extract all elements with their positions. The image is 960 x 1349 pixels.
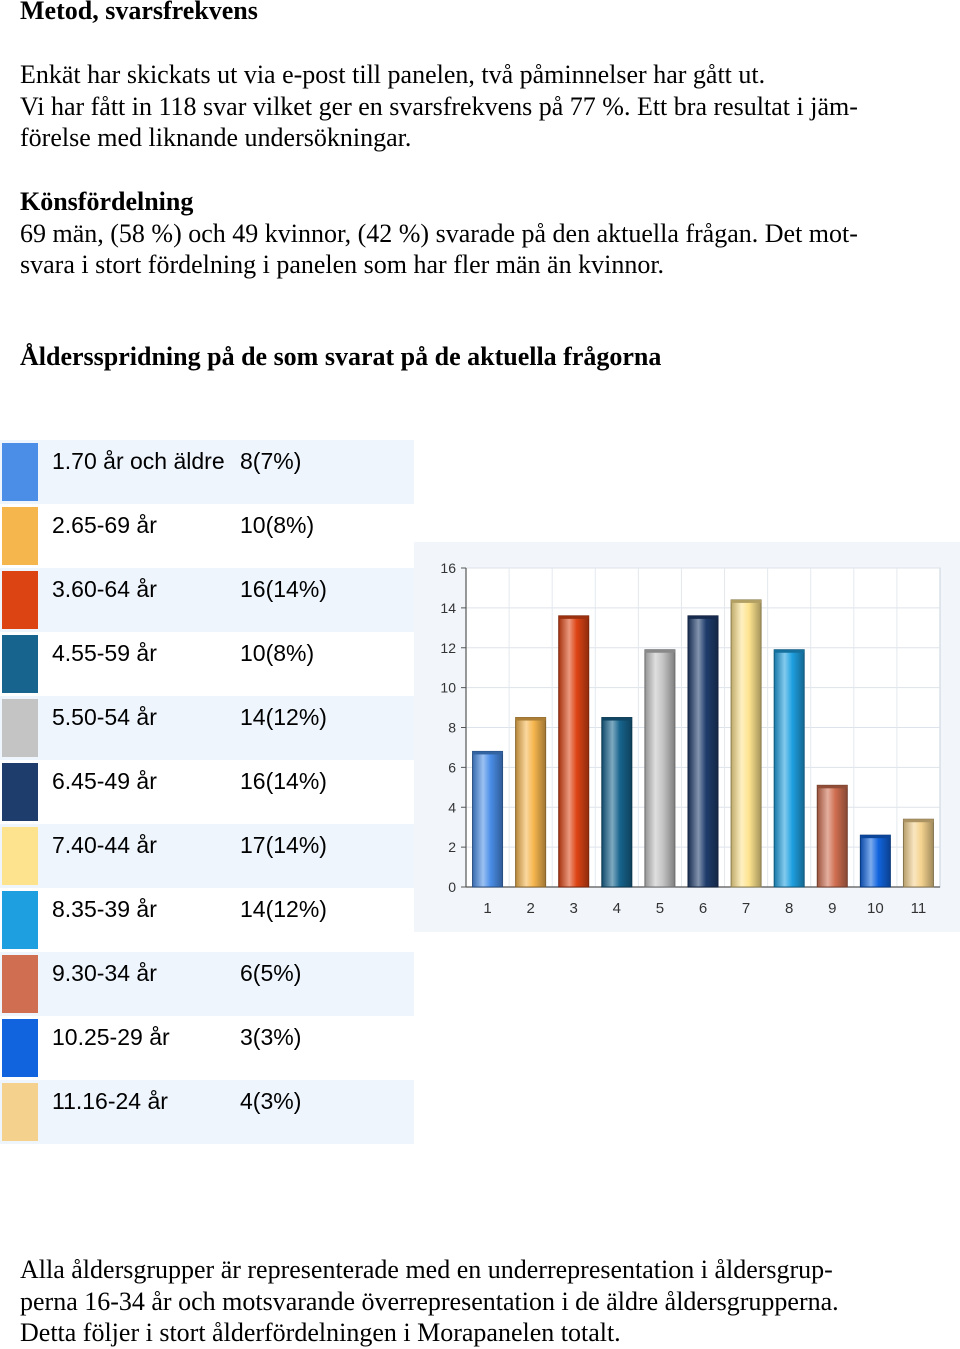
legend-value: 10(8%)	[240, 640, 315, 666]
legend-value: 17(14%)	[240, 832, 327, 858]
bar-cap	[645, 650, 675, 653]
bar-7	[731, 600, 761, 887]
legend-label: 3.60-64 år	[52, 576, 157, 602]
conclusion-line: perna 16-34 år och motsvarande överrepresentation i de äldre åldersgrupperna.	[20, 1286, 839, 1316]
legend-swatch	[2, 1083, 38, 1141]
x-tick-label: 9	[828, 900, 837, 917]
bar-cap	[559, 616, 589, 619]
legend-label: 10.25-29 år	[52, 1024, 170, 1050]
legend-swatch	[2, 763, 38, 821]
legend-swatch	[2, 699, 38, 757]
intro-line: förelse med liknande undersökningar.	[20, 123, 412, 153]
legend-swatch	[2, 571, 38, 629]
legend-swatch	[2, 507, 38, 565]
legend-label: 8.35-39 år	[52, 896, 157, 922]
intro-line: Vi har fått in 118 svar vilket ger en svarsfrekvens på 77 %. Ett bra resultat i jäm-	[20, 91, 858, 121]
bar-cap	[817, 785, 847, 788]
legend-value: 6(5%)	[240, 960, 302, 986]
bar-1	[473, 751, 503, 887]
conclusion-paragraph	[20, 1254, 839, 1349]
legend-row	[0, 568, 414, 632]
legend-row	[0, 504, 414, 568]
legend-swatch	[2, 891, 38, 949]
legend-swatch	[2, 635, 38, 693]
legend-value: 4(3%)	[240, 1088, 302, 1114]
y-tick-label: 12	[440, 639, 456, 656]
legend-row	[0, 824, 414, 888]
legend-label: 7.40-44 år	[52, 832, 157, 858]
legend-value: 16(14%)	[240, 576, 327, 602]
legend-label: 9.30-34 år	[52, 960, 157, 986]
y-tick-label: 4	[448, 799, 456, 816]
bar-cap	[602, 718, 632, 721]
legend-row	[0, 696, 414, 760]
legend-label: 2.65-69 år	[52, 512, 157, 538]
x-tick-label: 2	[526, 900, 535, 917]
x-tick-label: 10	[867, 900, 884, 917]
gender-line: svara i stort fördelning i panelen som har fler män än kvinnor.	[20, 250, 665, 280]
legend-row	[0, 952, 414, 1016]
age-section-title: Åldersspridning på de som svarat på de aktuella frågorna	[20, 342, 662, 371]
conclusion-line: Detta följer i stort ålderfördelningen i Morapanelen totalt.	[20, 1318, 621, 1348]
legend-swatch	[2, 827, 38, 885]
bar-cap	[731, 600, 761, 603]
legend-label: 11.16-24 år	[52, 1088, 168, 1114]
legend-value: 3(3%)	[240, 1024, 302, 1050]
x-tick-label: 5	[655, 900, 665, 917]
y-tick-label: 2	[448, 839, 456, 856]
legend-value: 14(12%)	[240, 704, 327, 730]
bar-9	[817, 785, 847, 887]
legend-row	[0, 888, 414, 952]
gender-paragraph	[20, 186, 858, 281]
bar-cap	[774, 650, 804, 653]
gender-line: 69 män, (58 %) och 49 kvinnor, (42 %) svarade på den aktuella frågan. Det mot-	[20, 218, 858, 248]
legend-swatch	[2, 443, 38, 501]
gender-heading: Könsfördelning	[20, 187, 194, 216]
x-tick-label: 4	[612, 900, 621, 917]
legend-row	[0, 1080, 414, 1144]
x-tick-label: 6	[698, 900, 708, 917]
page-heading: Metod, svarsfrekvens	[20, 0, 258, 25]
age-bar-chart	[414, 542, 960, 932]
bar-5	[645, 650, 675, 887]
y-tick-label: 8	[448, 719, 456, 736]
legend-swatch	[2, 955, 38, 1013]
legend-row	[0, 1016, 414, 1080]
bar-cap	[516, 718, 546, 721]
bar-cap	[903, 819, 933, 822]
x-tick-label: 8	[785, 900, 794, 917]
legend-value: 16(14%)	[240, 768, 327, 794]
y-tick-label: 0	[448, 879, 456, 895]
bar-cap	[473, 751, 503, 754]
bar-11	[903, 819, 933, 887]
legend-row	[0, 440, 414, 504]
y-tick-label: 14	[440, 599, 456, 616]
legend-row	[0, 760, 414, 824]
bar-6	[688, 616, 718, 887]
legend-label: 4.55-59 år	[52, 640, 157, 666]
x-tick-label: 1	[483, 900, 492, 917]
intro-paragraph	[20, 59, 858, 154]
bar-cap	[860, 835, 890, 838]
legend-swatch	[2, 1019, 38, 1077]
y-tick-label: 10	[440, 679, 456, 696]
bar-4	[602, 718, 632, 887]
x-tick-label: 7	[741, 900, 751, 917]
legend-label: 6.45-49 år	[52, 768, 157, 794]
conclusion-line: Alla åldersgrupper är representerade med en underrepresentation i åldersgrup-	[20, 1255, 833, 1284]
legend-value: 8(7%)	[240, 448, 302, 474]
bar-cap	[688, 616, 718, 619]
legend-row	[0, 632, 414, 696]
legend-label: 1.70 år och äldre	[52, 448, 225, 474]
bar-2	[516, 718, 546, 887]
bar-8	[774, 650, 804, 887]
chart-canvas	[414, 542, 960, 932]
x-tick-label: 11	[910, 900, 927, 917]
x-tick-label: 3	[569, 900, 578, 917]
y-tick-label: 16	[440, 560, 456, 576]
bar-10	[860, 835, 890, 887]
bar-3	[559, 616, 589, 887]
legend-value: 14(12%)	[240, 896, 327, 922]
intro-line: Enkät har skickats ut via e-post till panelen, två påminnelser har gått ut.	[20, 60, 766, 89]
y-tick-label: 6	[448, 759, 456, 776]
legend-label: 5.50-54 år	[52, 704, 157, 730]
legend-value: 10(8%)	[240, 512, 315, 538]
